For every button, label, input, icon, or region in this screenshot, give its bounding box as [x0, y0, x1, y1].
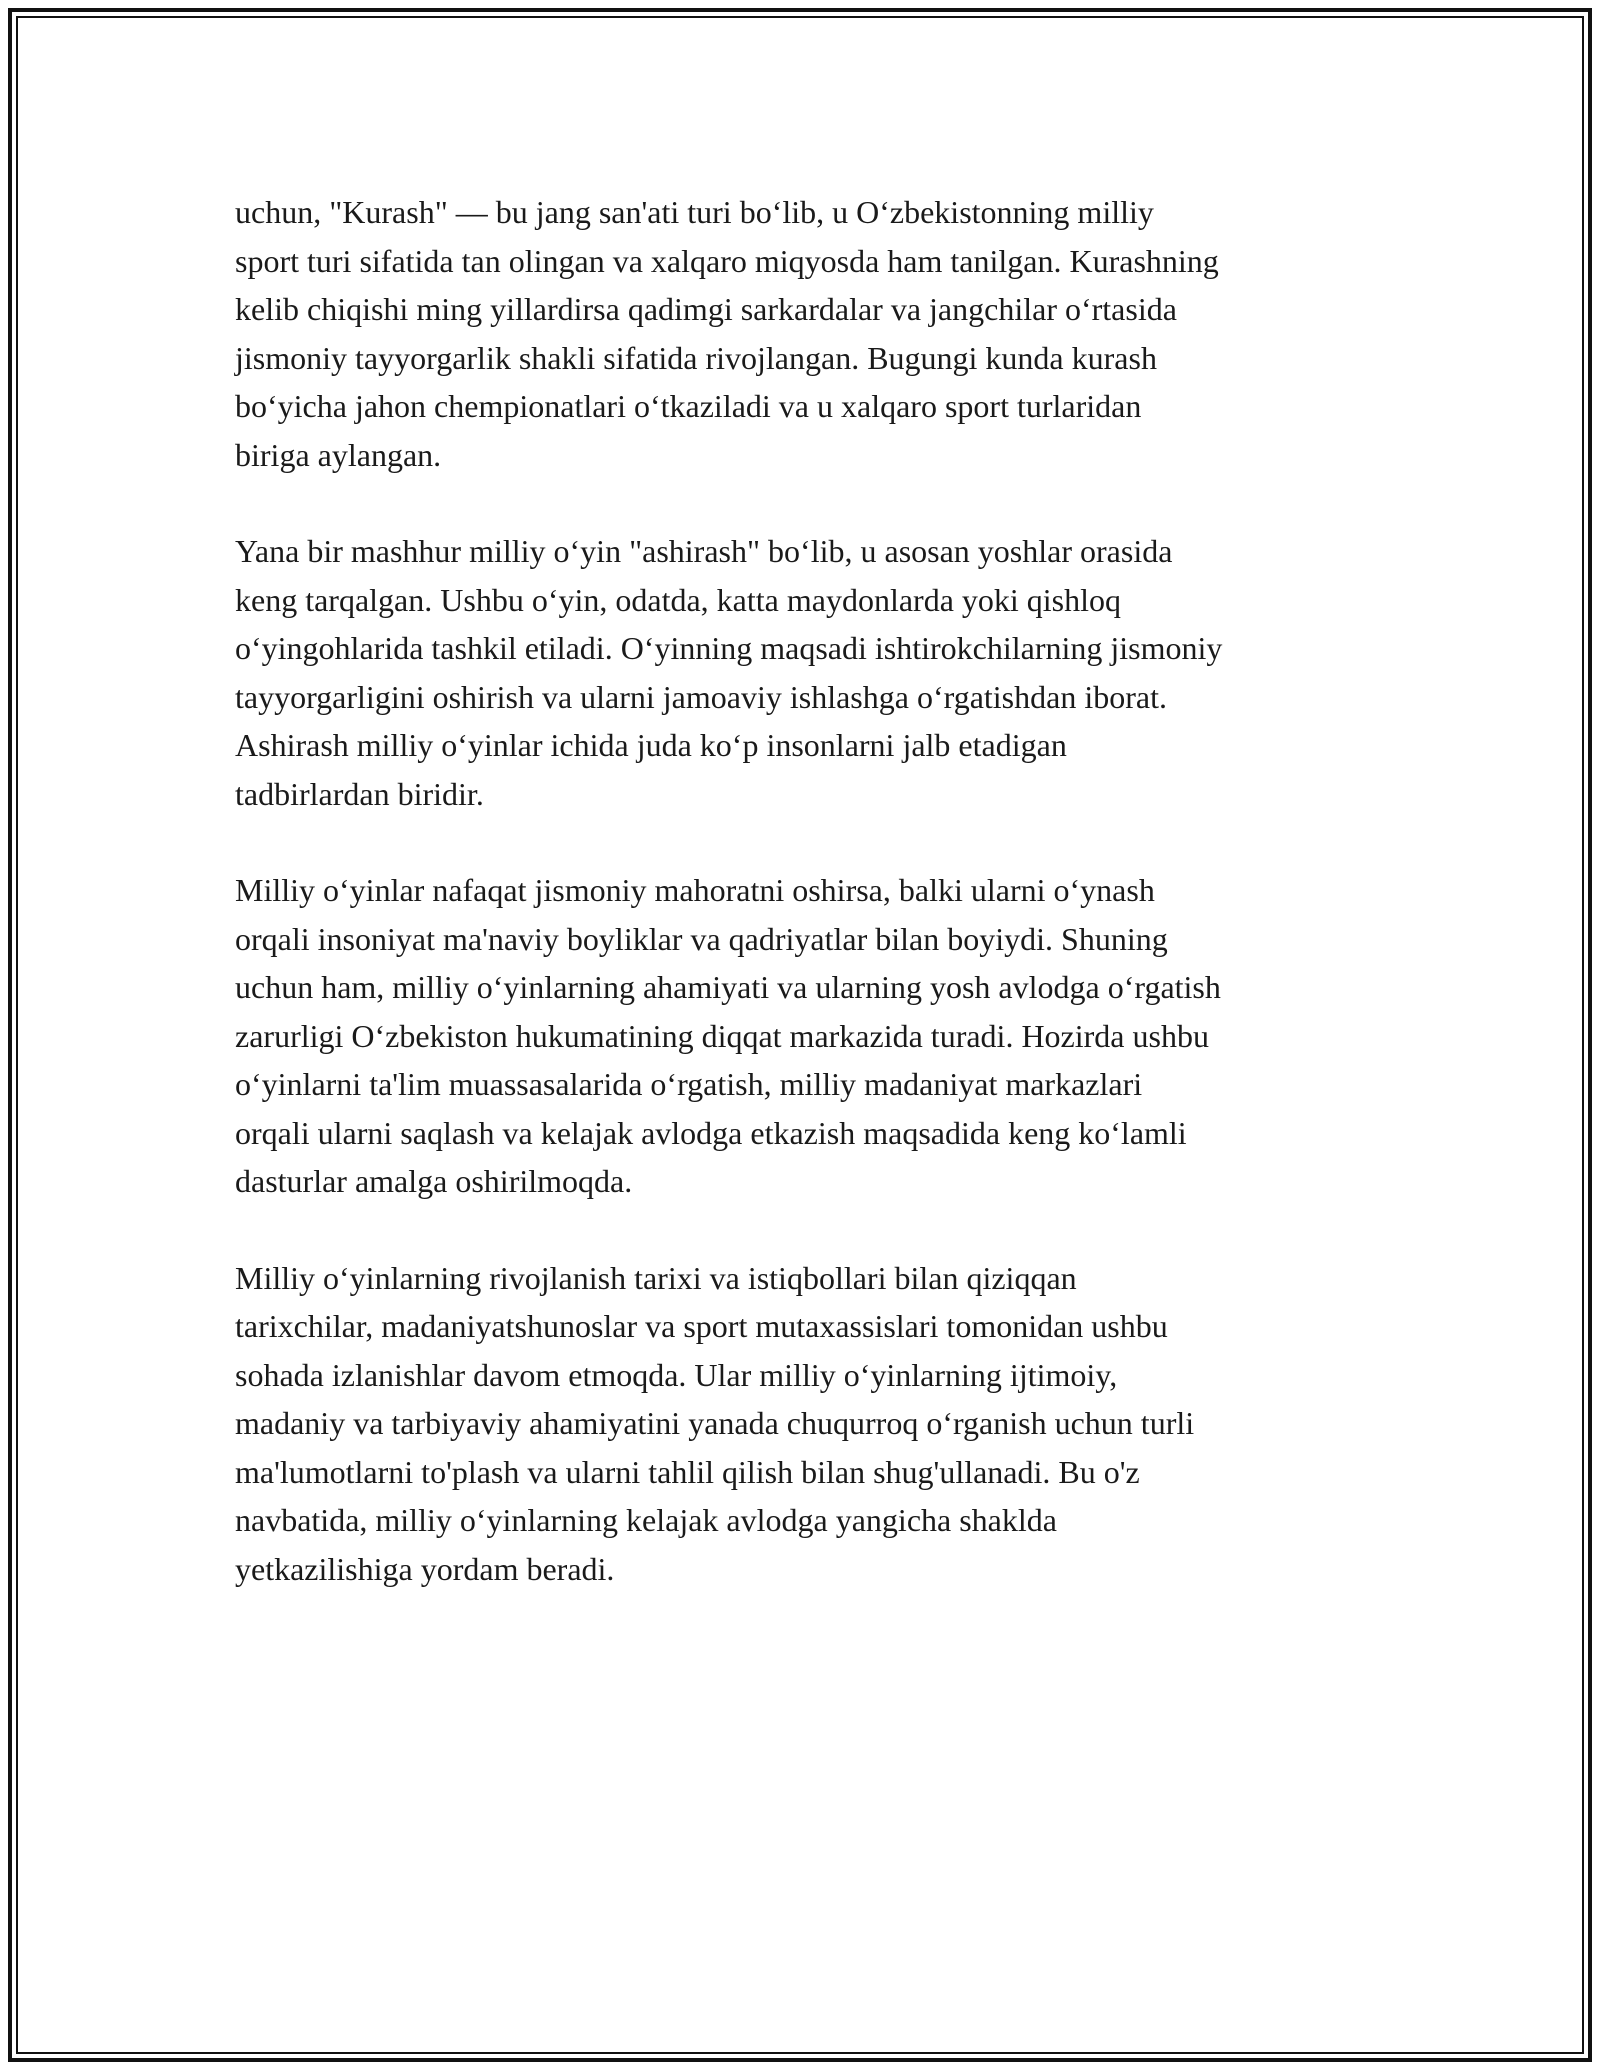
text-line: orqali ularni saqlash va kelajak avlodga etkazish maqsadida keng ko‘lamli — [235, 1114, 1187, 1151]
text-line: o‘yingohlarida tashkil etiladi. O‘yinning maqsadi ishtirokchilarning jismoniy — [235, 630, 1223, 666]
text-line: ma'lumotlarni to'plash va ularni tahlil qilish bilan shug'ullanadi. Bu o'z — [235, 1453, 1140, 1490]
text-line: sohada izlanishlar davom etmoqda. Ular milliy o‘yinlarning ijtimoiy, — [235, 1356, 1118, 1393]
text-line: biriga aylangan. — [235, 436, 442, 473]
text-line: zarurligi O‘zbekiston hukumatining diqqat markazida turadi. Hozirda ushbu — [235, 1017, 1209, 1054]
text-line: kelib chiqishi ming yillardirsa qadimgi sarkardalar va jangchilar o‘rtasida — [235, 291, 1177, 327]
text-line: yetkazilishiga yordam beradi. — [235, 1550, 615, 1587]
text-line: tarixchilar, madaniyatshunoslar va sport mutaxassislari tomonidan ushbu — [235, 1308, 1168, 1344]
paragraph-rivojlanish — [235, 1254, 1375, 1594]
text-line: tayyorgarligini oshirish va ularni jamoaviy ishlashga o‘rgatishdan iborat. — [235, 678, 1167, 715]
paragraph-kurash — [235, 188, 1375, 479]
text-line: jismoniy tayyorgarlik shakli sifatida rivojlangan. Bugungi kunda kurash — [235, 339, 1157, 376]
text-line: sport turi sifatida tan olingan va xalqaro miqyosda ham tanilgan. Kurashning — [235, 242, 1219, 279]
document-body — [235, 188, 1375, 1641]
text-line: uchun, "Kurash" — bu jang san'ati turi bo‘lib, u O‘zbekistonning milliy — [235, 194, 1154, 230]
text-line: o‘yinlarni ta'lim muassasalarida o‘rgatish, milliy madaniyat markazlari — [235, 1066, 1143, 1102]
text-line: tadbirlardan biridir. — [235, 775, 484, 812]
text-line: orqali insoniyat ma'naviy boyliklar va qadriyatlar bilan boyiydi. Shuning — [235, 920, 1168, 957]
text-line: uchun ham, milliy o‘yinlarning ahamiyati va ularning yosh avlodga o‘rgatish — [235, 969, 1221, 1005]
text-line: keng tarqalgan. Ushbu o‘yin, odatda, katta maydonlarda yoki qishloq — [235, 581, 1122, 618]
text-line: bo‘yicha jahon chempionatlari o‘tkaziladi va u xalqaro sport turlaridan — [235, 388, 1142, 424]
text-line: navbatida, milliy o‘yinlarning kelajak avlodga yangicha shaklda — [235, 1502, 1057, 1538]
text-line: Milliy o‘yinlar nafaqat jismoniy mahoratni oshirsa, balki ularni o‘ynash — [235, 872, 1155, 908]
text-line: Yana bir mashhur milliy o‘yin "ashirash" bo‘lib, u asosan yoshlar orasida — [235, 533, 1173, 569]
paragraph-milliy-oyinlar — [235, 866, 1375, 1206]
text-line: Milliy o‘yinlarning rivojlanish tarixi va istiqbollari bilan qiziqqan — [235, 1259, 1077, 1296]
text-line: madaniy va tarbiyaviy ahamiyatini yanada chuqurroq o‘rganish uchun turli — [235, 1405, 1195, 1441]
paragraph-ashirash — [235, 527, 1375, 818]
text-line: Ashirash milliy o‘yinlar ichida juda ko‘p insonlarni jalb etadigan — [235, 727, 1067, 763]
text-line: dasturlar amalga oshirilmoqda. — [235, 1163, 633, 1199]
